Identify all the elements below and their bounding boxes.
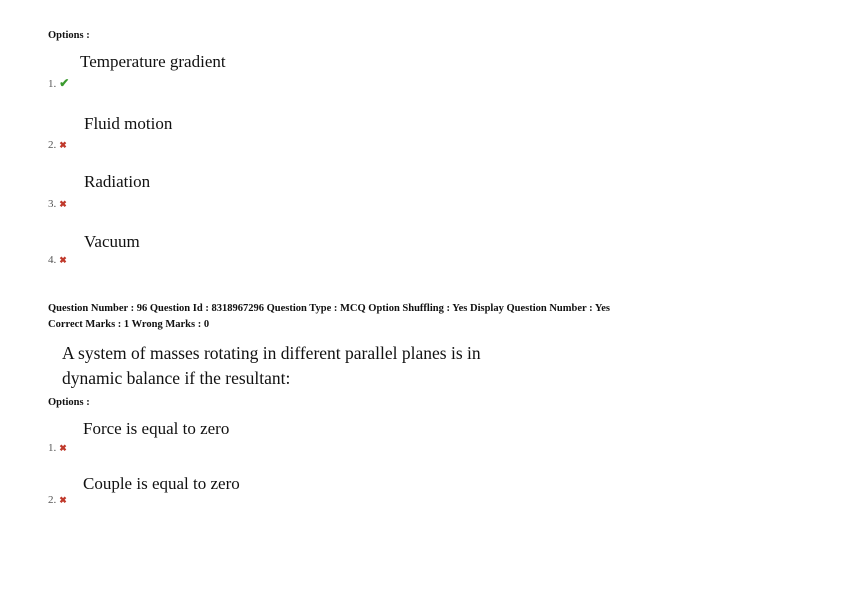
question-meta: Question Number : 96 Question Id : 8318967296 Question Type : MCQ Option Shuffling : Yes Display Question Number : Yes: [48, 303, 611, 314]
option-number: 4.: [48, 254, 57, 266]
option-text: Fluid motion: [84, 114, 173, 133]
cross-icon: ✖: [59, 443, 67, 453]
option-number-row: [48, 250, 67, 268]
option-text: Force is equal to zero: [83, 419, 230, 438]
option-number-row: [48, 194, 67, 212]
question-marks: Correct Marks : 1 Wrong Marks : 0: [48, 319, 210, 330]
option-number: 1.: [48, 78, 57, 90]
option-number-row: [48, 490, 67, 508]
options-label: Options :: [48, 397, 90, 408]
option-text: Couple is equal to zero: [83, 474, 240, 493]
option-number: 1.: [48, 442, 57, 454]
question-text-line: dynamic balance if the resultant:: [62, 368, 291, 388]
option-number-row: [48, 74, 69, 92]
option-number: 3.: [48, 198, 57, 210]
option-number: 2.: [48, 494, 57, 506]
cross-icon: ✖: [59, 140, 67, 150]
option-text: Vacuum: [84, 232, 140, 251]
cross-icon: ✖: [59, 255, 67, 265]
option-text: Radiation: [84, 172, 151, 191]
option-number-row: [48, 135, 67, 153]
option-number: 2.: [48, 139, 57, 151]
checkmark-icon: ✔: [59, 76, 70, 90]
option-number-row: [48, 438, 67, 456]
cross-icon: ✖: [59, 495, 67, 505]
option-text: Temperature gradient: [80, 52, 226, 71]
question-text-line: A system of masses rotating in different parallel planes is in: [62, 343, 481, 363]
cross-icon: ✖: [59, 199, 67, 209]
options-label: Options :: [48, 30, 90, 41]
